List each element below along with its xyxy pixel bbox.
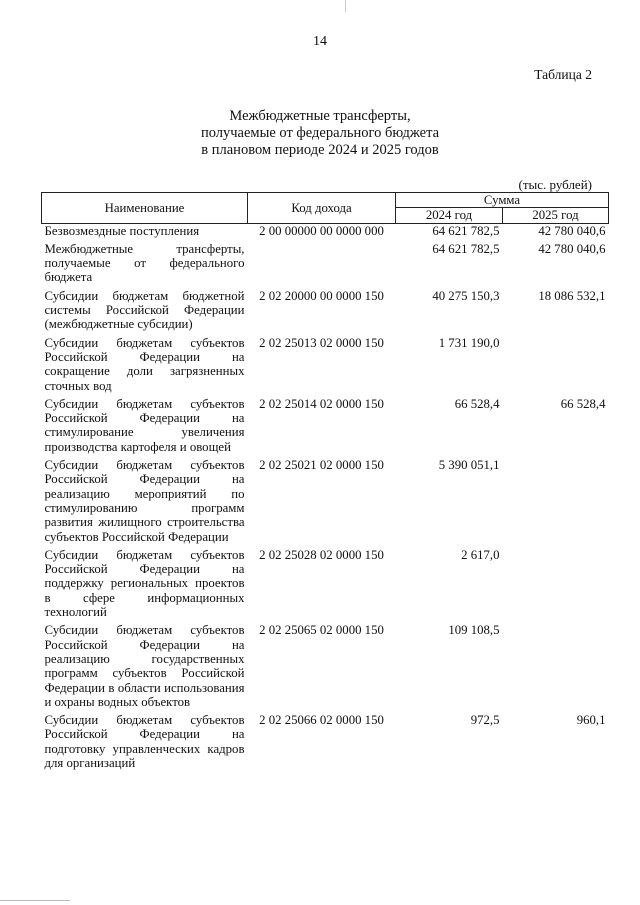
name-cell: Субсидии бюджетам субъектов Российской Федерации на подготовку управленческих кадров для организаций <box>44 713 245 770</box>
amount-2024-cell: 66 528,4 <box>454 396 500 411</box>
amount-2025-cell: 42 780 040,6 <box>538 223 606 238</box>
code-cell: 2 02 25013 02 0000 150 <box>259 335 384 350</box>
amount-2025-cell: 66 528,4 <box>560 396 606 411</box>
page-number: 14 <box>313 34 327 49</box>
amount-2024-cell: 2 617,0 <box>461 547 500 562</box>
table-row <box>42 458 609 544</box>
name-cell: Субсидии бюджетам бюджетной системы Российской Федерации (межбюджетные субсидии) <box>44 288 245 332</box>
table-row <box>42 223 609 238</box>
name-cell: Субсидии бюджетам субъектов Российской Федерации на реализацию государственных программ субъектов Российской Федерации в области использования и охраны водных объектов <box>44 623 245 709</box>
amount-2024-cell: 40 275 150,3 <box>432 288 500 303</box>
amount-2025-cell <box>503 548 609 619</box>
transfers-table <box>41 192 609 770</box>
amount-2025-cell: 42 780 040,6 <box>538 241 606 256</box>
page-title <box>0 108 640 159</box>
amount-2024-cell: 972,5 <box>470 713 500 728</box>
code-cell: 2 00 00000 00 0000 000 <box>259 223 384 238</box>
amount-2024-cell: 1 731 190,0 <box>438 335 500 350</box>
amount-2025-cell: 18 086 532,1 <box>538 288 606 303</box>
code-cell: 2 02 25028 02 0000 150 <box>259 547 384 562</box>
name-cell: Межбюджетные трансферты, получаемые от федерального бюджета <box>44 241 245 285</box>
table-row <box>42 336 609 393</box>
table-label: Таблица 2 <box>534 67 592 82</box>
header-year-2024: 2024 год <box>396 208 503 223</box>
name-cell: Субсидии бюджетам субъектов Российской Федерации на стимулирование увеличения производства картофеля и овощей <box>44 396 245 454</box>
table-row <box>42 397 609 454</box>
title-line-2: получаемые от федерального бюджета <box>200 125 440 141</box>
name-cell: Субсидии бюджетам субъектов Российской Федерации на поддержку региональных проектов в сфере информационных технологий <box>44 547 245 620</box>
code-cell: 2 02 25065 02 0000 150 <box>259 623 384 638</box>
name-cell: Безвозмездные поступления <box>44 223 200 238</box>
table-row <box>42 713 609 770</box>
name-cell: Субсидии бюджетам субъектов Российской Федерации на сокращение доли загрязненных сточных вод <box>44 335 245 393</box>
header-name: Наименование <box>42 193 248 224</box>
units-label: (тыс. рублей) <box>518 177 592 192</box>
header-sum: Сумма <box>396 193 609 208</box>
scan-artifact-line <box>0 900 70 901</box>
code-cell: 2 02 20000 00 0000 150 <box>259 288 384 303</box>
scan-artifact <box>345 0 346 12</box>
amount-2024-cell: 64 621 782,5 <box>432 223 500 238</box>
code-cell: 2 02 25021 02 0000 150 <box>259 458 384 473</box>
amount-2025-cell: 960,1 <box>576 713 606 728</box>
table-row <box>42 289 609 332</box>
code-cell <box>248 242 396 285</box>
table-row <box>42 623 609 709</box>
code-cell: 2 02 25066 02 0000 150 <box>259 713 384 728</box>
amount-2025-cell <box>503 458 609 544</box>
header-code: Код дохода <box>248 193 396 224</box>
amount-2025-cell <box>503 336 609 393</box>
title-line-1: Межбюджетные трансферты, <box>229 108 411 124</box>
table-body <box>42 223 609 770</box>
amount-2024-cell: 64 621 782,5 <box>432 241 500 256</box>
table-row <box>42 242 609 285</box>
header-year-2025: 2025 год <box>503 208 609 223</box>
code-cell: 2 02 25014 02 0000 150 <box>259 396 384 411</box>
amount-2024-cell: 109 108,5 <box>448 623 500 638</box>
table-row <box>42 548 609 619</box>
amount-2025-cell <box>503 623 609 709</box>
name-cell: Субсидии бюджетам субъектов Российской Федерации на реализацию мероприятий по стимулированию программ развития жилищного строительства субъектов Российской Федерации <box>44 458 245 544</box>
title-line-3: в плановом периоде 2024 и 2025 годов <box>201 142 439 158</box>
amount-2024-cell: 5 390 051,1 <box>438 458 500 473</box>
